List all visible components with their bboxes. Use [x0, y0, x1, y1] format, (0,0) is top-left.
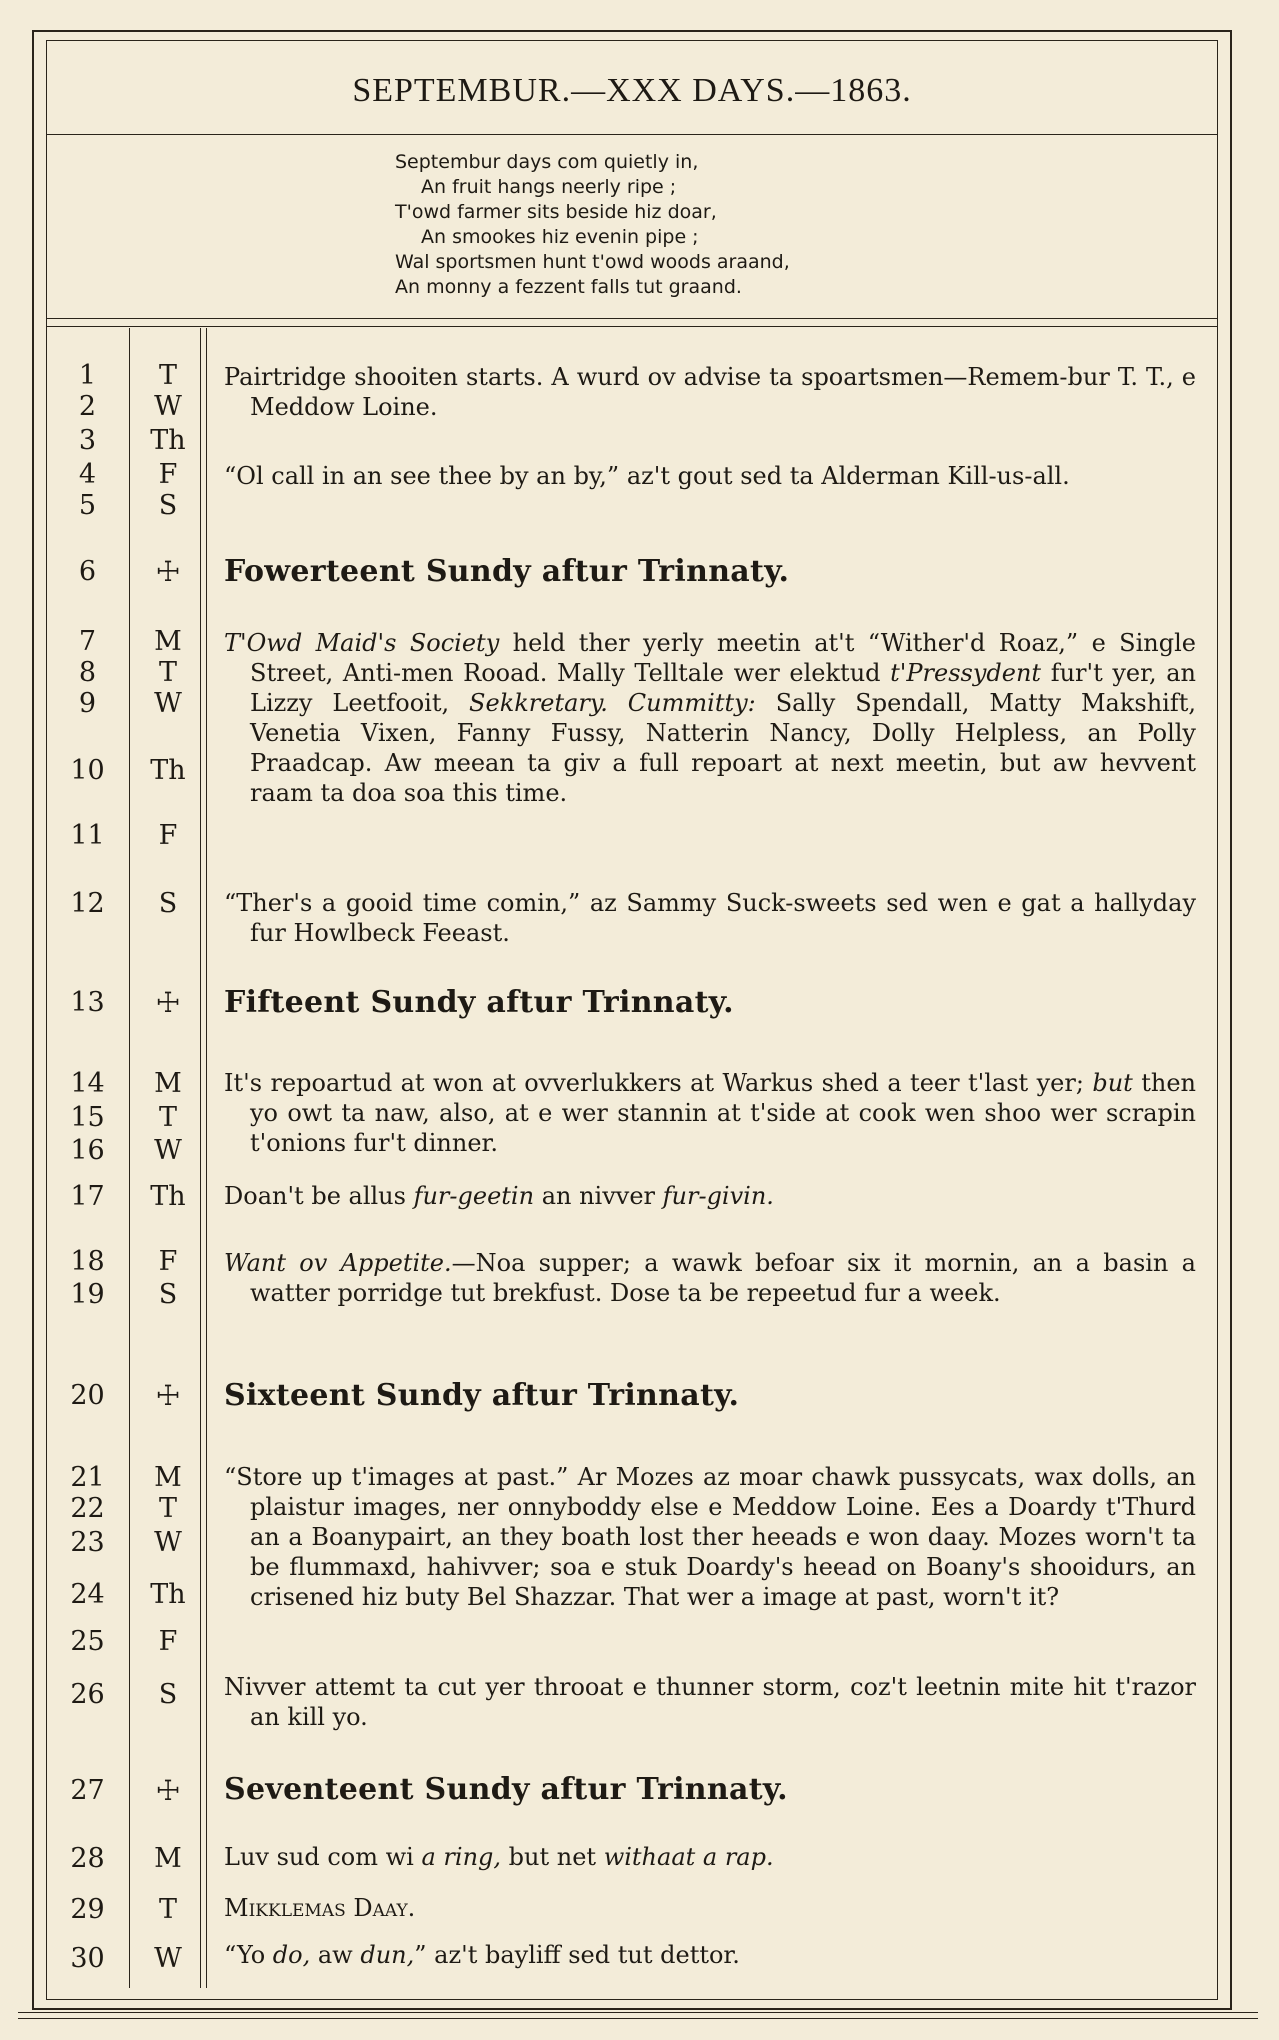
entry: T'Owd Maid's Society held ther yerly meetin at't “Wither'd Roaz,” e Single Street, Anti-men Rooad. Mally Telltale wer elektud t'Pressydent fur't yer, an Lizzy Leetfooit, Sekkretary. Cummitty: Sally Spendall, Matty Makshift, Venetia Vixen, Fanny Fussy, Natterin Nancy, Dolly Helpless, an Polly Praadcap. Aw meean ta giv a full repoart at next meetin, but aw hevvent raam ta doa soa this time. [224, 629, 1197, 807]
weekday: T [158, 1493, 177, 1524]
column-rule [129, 328, 130, 1988]
entry: Luv sud com wi a ring, but net withaat a rap. [224, 1843, 774, 1871]
verse-line: An monny a fezzent falls tut graand. [395, 276, 742, 298]
weekday: S [158, 888, 178, 919]
sunday-cross-icon: ☩ [155, 1774, 181, 1807]
weekday: T [158, 1102, 177, 1133]
day-number: 2 [78, 391, 97, 422]
day-number: 24 [70, 1579, 105, 1610]
day-number: 19 [70, 1279, 105, 1310]
weekday: Th [150, 425, 186, 456]
entry: “Ther's a gooid time comin,” az Sammy Suck-sweets sed wen e gat a hallyday fur Howlbeck Feeast. [224, 889, 1196, 947]
entry: Nivver attemt ta cut yer throoat e thunner storm, coz't leetnin mite hit t'razor an kill yo. [224, 1673, 1196, 1731]
bottom-rule [18, 2018, 1258, 2019]
verse [395, 150, 1035, 300]
weekday: M [154, 1068, 182, 1099]
entry: Want ov Appetite.—Noa supper; a wawk befoar six it mornin, an a basin a watter porridge tut brekfust. Dose ta be repeetud fur a week. [224, 1249, 1196, 1307]
day-number: 6 [78, 556, 97, 587]
day-number: 7 [78, 626, 97, 657]
weekday: Th [150, 1181, 186, 1212]
day-number: 14 [70, 1068, 105, 1099]
entry: “Yo do, aw dun,” az't bayliff sed tut dettor. [224, 1941, 740, 1969]
entry: Pairtridge shooiten starts. A wurd ov advise ta spoartsmen—Remem-bur T. T., e Meddow Loine. [224, 363, 1196, 421]
day-number: 28 [70, 1843, 105, 1874]
weekday: W [154, 1135, 182, 1166]
entry: It's repoartud at won at ovverlukkers at Warkus shed a teer t'last yer; but then yo owt ta naw, also, at e wer stannin at t'side at cook wen shoo wer scrapin t'onions fur't dinner. [224, 1069, 1196, 1157]
day-number: 11 [70, 820, 105, 851]
weekday: W [154, 688, 182, 719]
day-number: 3 [78, 425, 97, 456]
weekday: M [154, 1462, 182, 1493]
column-rule [200, 328, 201, 1988]
day-number: 9 [78, 688, 97, 719]
day-number: 20 [70, 1380, 105, 1411]
day-number: 13 [70, 987, 105, 1018]
day-number: 8 [78, 657, 97, 688]
verse-line: Septembur days com quietly in, [395, 151, 699, 173]
entry: “Store up t'images at past.” Ar Mozes az moar chawk pussycats, wax dolls, an plaistur images, ner onnyboddy else e Meddow Loine. Ees a Doardy t'Thurd an a Boanypairt, an they boath lost ther heeads e won daay. Mozes worn't ta be flummaxd, hahivver; soa e stuk Doardy's heead on Boany's shooidurs, an crisened hiz buty Bel Shazzar. That wer a image at past, worn't it? [224, 1463, 1196, 1611]
day-number: 27 [70, 1775, 105, 1806]
sunday-heading: Fowerteent Sundy aftur Trinnaty. [224, 554, 790, 589]
day-number: 16 [70, 1135, 105, 1166]
weekday: S [158, 1279, 178, 1310]
day-number: 15 [70, 1102, 105, 1133]
verse-line: An smookes hiz evenin pipe ; [421, 226, 699, 248]
day-number: 22 [70, 1493, 105, 1524]
weekday: T [158, 1894, 177, 1925]
sunday-cross-icon: ☩ [155, 1379, 181, 1412]
day-number: 30 [70, 1943, 105, 1974]
verse-line: T'owd farmer sits beside hiz doar, [395, 201, 717, 223]
sunday-heading: Fifteent Sundy aftur Trinnaty. [224, 985, 734, 1020]
weekday: T [158, 657, 177, 688]
entry: Mikklemas Daay. [224, 1894, 416, 1922]
weekday: S [158, 490, 178, 521]
bottom-rule [18, 2012, 1258, 2013]
page-title: SEPTEMBUR.—XXX DAYS.—1863. [352, 72, 912, 109]
weekday: W [154, 1943, 182, 1974]
day-number: 17 [70, 1181, 105, 1212]
day-number: 12 [70, 888, 105, 919]
divider [46, 318, 1218, 319]
verse-line: An fruit hangs neerly ripe ; [421, 176, 677, 198]
day-number: 29 [70, 1894, 105, 1925]
weekday: M [154, 626, 182, 657]
entry: “Ol call in an see thee by an by,” az't gout sed ta Alderman Kill-us-all. [224, 462, 1070, 490]
weekday: S [158, 1679, 178, 1710]
entry: Doan't be allus fur-geetin an nivver fur-givin. [224, 1182, 774, 1210]
day-number: 18 [70, 1246, 105, 1277]
day-number: 26 [70, 1679, 105, 1710]
column-rule [206, 328, 207, 1988]
sunday-heading: Sixteent Sundy aftur Trinnaty. [224, 1378, 740, 1413]
day-number: 23 [70, 1527, 105, 1558]
day-number: 10 [70, 755, 105, 786]
weekday: F [158, 1626, 178, 1657]
weekday: F [158, 459, 178, 490]
weekday: Th [150, 755, 186, 786]
divider [46, 134, 1218, 135]
day-number: 21 [70, 1462, 105, 1493]
sunday-cross-icon: ☩ [155, 986, 181, 1019]
day-number: 1 [78, 360, 97, 391]
weekday: Th [150, 1579, 186, 1610]
day-number: 5 [78, 490, 97, 521]
weekday: T [158, 360, 177, 391]
weekday: F [158, 820, 178, 851]
weekday: W [154, 1527, 182, 1558]
weekday: M [154, 1843, 182, 1874]
verse-line: Wal sportsmen hunt t'owd woods araand, [395, 251, 790, 273]
divider [46, 326, 1218, 327]
sunday-heading: Seventeent Sundy aftur Trinnaty. [224, 1772, 788, 1807]
day-number: 4 [78, 459, 97, 490]
day-number: 25 [70, 1626, 105, 1657]
weekday: F [158, 1246, 178, 1277]
weekday: W [154, 391, 182, 422]
sunday-cross-icon: ☩ [155, 555, 181, 588]
